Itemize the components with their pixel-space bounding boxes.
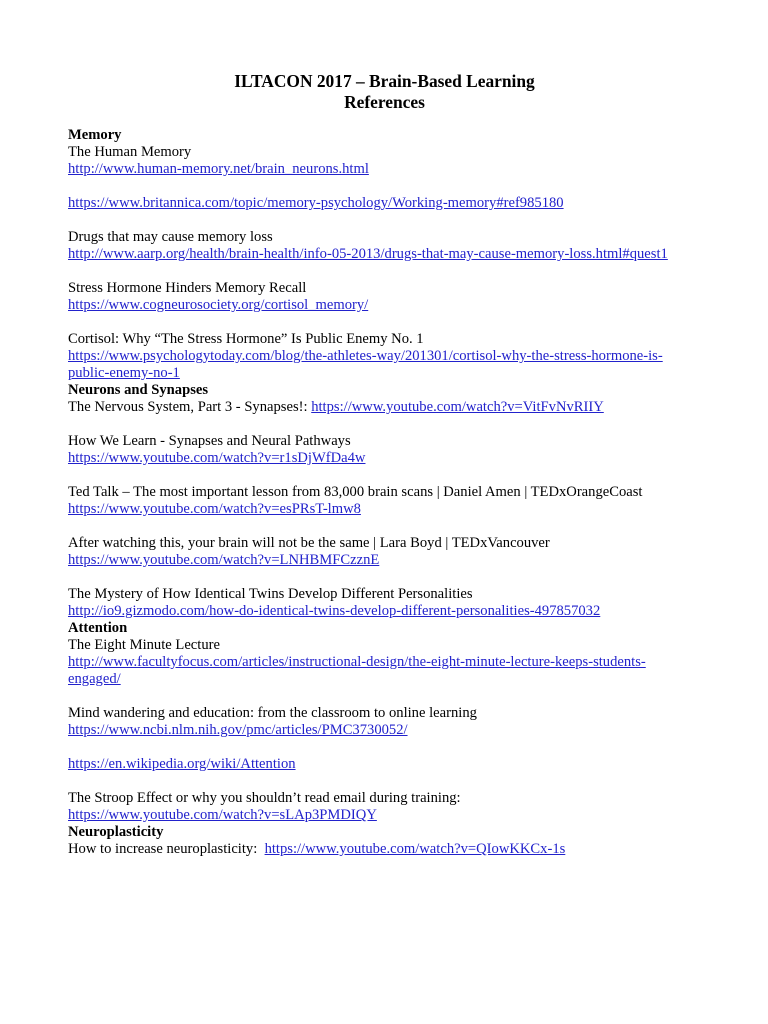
reference-entry — [68, 280, 708, 314]
reference-link-part1[interactable]: https://www.psychologytoday.com/blog/the-athletes-way/201301/cortisol-why-the-stress-hormone-is- — [68, 348, 663, 364]
reference-entry — [68, 586, 708, 620]
reference-link-part2[interactable]: engaged/ — [68, 671, 121, 687]
reference-entry — [68, 705, 708, 739]
reference-entry — [68, 144, 708, 178]
reference-title: Mind wandering and education: from the classroom to online learning — [68, 705, 477, 721]
page-content — [68, 71, 708, 858]
reference-title: The Eight Minute Lecture — [68, 637, 220, 653]
reference-link[interactable]: https://www.cogneurosociety.org/cortisol_memory/ — [68, 297, 369, 313]
reference-link[interactable]: http://www.aarp.org/health/brain-health/info-05-2013/drugs-that-may-cause-memory-loss.html#quest1 — [68, 246, 668, 262]
reference-title: The Nervous System, Part 3 - Synapses!: — [68, 399, 312, 415]
reference-link[interactable]: https://www.youtube.com/watch?v=esPRsT-lmw8 — [68, 501, 361, 517]
reference-link[interactable]: https://www.youtube.com/watch?v=QIowKKCx-1s — [264, 841, 566, 857]
reference-entry — [68, 399, 708, 416]
reference-title: The Mystery of How Identical Twins Develop Different Personalities — [68, 586, 473, 602]
reference-title: How We Learn - Synapses and Neural Pathways — [68, 433, 351, 449]
reference-link[interactable]: https://www.youtube.com/watch?v=sLAp3PMDIQY — [68, 807, 377, 823]
reference-link[interactable]: https://www.ncbi.nlm.nih.gov/pmc/articles/PMC3730052/ — [68, 722, 408, 738]
reference-entry — [68, 195, 708, 212]
section-heading-neurons-and-synapses: Neurons and Synapses — [68, 382, 209, 398]
reference-link[interactable]: https://www.youtube.com/watch?v=VitFvNvRIIY — [311, 399, 604, 415]
document-title — [68, 71, 701, 113]
reference-entry — [68, 484, 708, 518]
reference-entry — [68, 841, 708, 858]
reference-link[interactable]: https://www.youtube.com/watch?v=LNHBMFCzznE — [68, 552, 380, 568]
reference-title: The Human Memory — [68, 144, 192, 160]
section-memory — [68, 127, 708, 382]
reference-title: Drugs that may cause memory loss — [68, 229, 273, 245]
reference-title: The Stroop Effect or why you shouldn’t read email during training: — [68, 790, 461, 806]
reference-entry — [68, 433, 708, 467]
reference-link-part2[interactable]: public-enemy-no-1 — [68, 365, 180, 381]
document-title-line1: ILTACON 2017 – Brain-Based Learning — [234, 71, 535, 91]
section-heading-attention: Attention — [68, 620, 128, 636]
reference-entry — [68, 637, 708, 688]
reference-entry — [68, 756, 708, 773]
reference-title: After watching this, your brain will not be the same | Lara Boyd | TEDxVancouver — [68, 535, 550, 551]
reference-entry — [68, 535, 708, 569]
section-neurons-and-synapses — [68, 382, 708, 620]
reference-link[interactable]: http://www.human-memory.net/brain_neurons.html — [68, 161, 369, 177]
reference-entry — [68, 331, 708, 382]
reference-link[interactable]: https://en.wikipedia.org/wiki/Attention — [68, 756, 296, 772]
section-neuroplasticity — [68, 824, 708, 858]
section-heading-neuroplasticity: Neuroplasticity — [68, 824, 164, 840]
reference-title: Ted Talk – The most important lesson from 83,000 brain scans | Daniel Amen | TEDxOrangeCoast — [68, 484, 643, 500]
section-heading-memory: Memory — [68, 127, 122, 143]
reference-link-part1[interactable]: http://www.facultyfocus.com/articles/instructional-design/the-eight-minute-lecture-keeps-students- — [68, 654, 646, 670]
reference-title: Stress Hormone Hinders Memory Recall — [68, 280, 307, 296]
reference-title: How to increase neuroplasticity: — [68, 841, 265, 857]
reference-entry — [68, 229, 708, 263]
reference-entry — [68, 790, 708, 824]
reference-link[interactable]: https://www.youtube.com/watch?v=r1sDjWfDa4w — [68, 450, 366, 466]
reference-link[interactable]: http://io9.gizmodo.com/how-do-identical-twins-develop-different-personalities-497857032 — [68, 603, 601, 619]
section-attention — [68, 620, 708, 824]
reference-title: Cortisol: Why “The Stress Hormone” Is Public Enemy No. 1 — [68, 331, 424, 347]
reference-link[interactable]: https://www.britannica.com/topic/memory-psychology/Working-memory#ref985180 — [68, 195, 564, 211]
document-title-line2: References — [344, 92, 425, 112]
